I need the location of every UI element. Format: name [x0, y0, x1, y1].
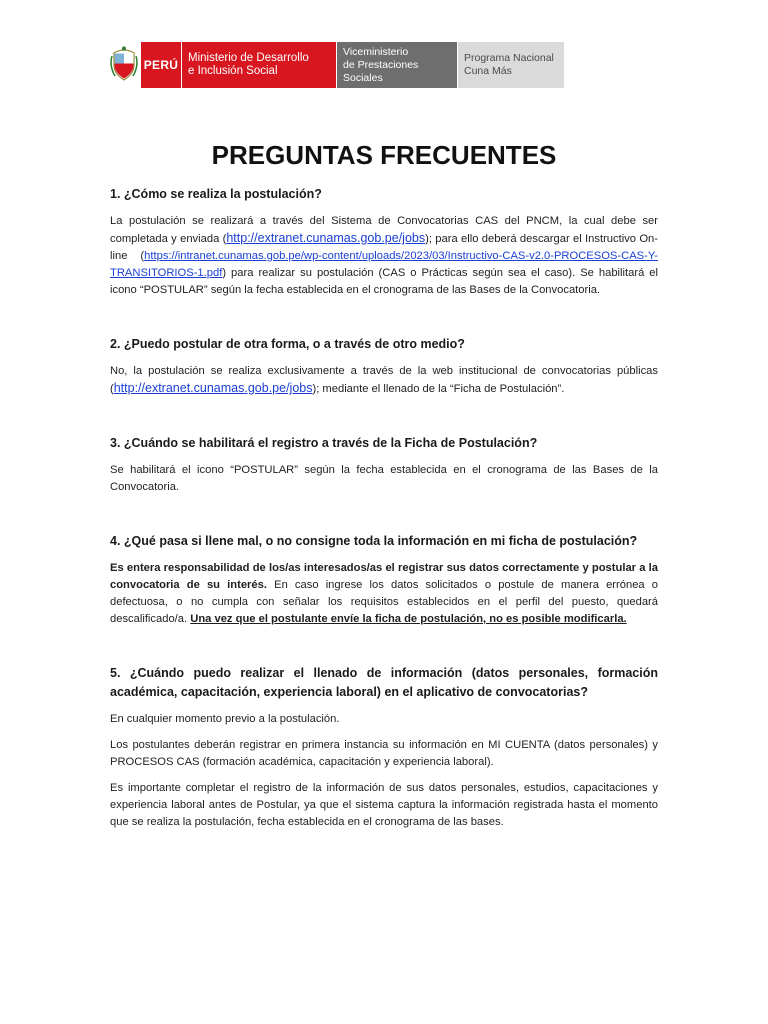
- answer-4-normal: En caso ingrese los datos solicitados o postule de manera errónea o defectuosa, o no cumpla con señalar los requisitos establecidos en el perfil del puesto, quedará descalificado/a.: [110, 579, 658, 625]
- vice-line-1: Viceministerio: [343, 45, 409, 58]
- institutional-header: [107, 42, 564, 88]
- question-4: 4. ¿Qué pasa si llene mal, o no consigne toda la información en mi ficha de postulación?: [110, 534, 638, 548]
- document-body: [110, 140, 658, 840]
- extranet-jobs-link-2[interactable]: http://extranet.cunamas.gob.pe/jobs: [113, 381, 313, 395]
- question-1: 1. ¿Cómo se realiza la postulación?: [110, 187, 322, 201]
- extranet-jobs-link[interactable]: http://extranet.cunamas.gob.pe/jobs: [226, 231, 426, 245]
- ministerio-label: [182, 42, 337, 88]
- vice-line-2: de Prestaciones Sociales: [343, 58, 419, 84]
- ministerio-line-2: e Inclusión Social: [188, 65, 278, 77]
- programa-label: [458, 42, 564, 88]
- answer-2-text-b: ); mediante el llenado de la “Ficha de Postulación”.: [312, 383, 565, 395]
- answer-5-p3: Es importante completar el registro de la información de sus datos personales, estudios, capacitaciones y experiencia laboral antes de Postular, ya que el sistema captura la información registrada hasta el momento que se realiza la postulación, fecha establecida en el cronograma de las bases.: [110, 782, 658, 828]
- ministerio-line-1: Ministerio de Desarrollo: [188, 52, 309, 64]
- answer-4-bold-underline: Una vez que el postulante envíe la ficha de postulación, no es posible modificarla.: [190, 613, 627, 625]
- programa-line-2: Cuna Más: [464, 65, 512, 77]
- answer-4-bold: Es entera responsabilidad de los/as interesados/as el registrar sus datos correctamente y postular a la convocatoria de su interés.: [110, 562, 658, 591]
- answer-1-text-c: ) para realizar su postulación (CAS o Prácticas según sea el caso). Se habilitará el icono “POSTULAR” según la fecha establecida en el cronograma de las Bases de la Convocatoria.: [110, 267, 658, 296]
- answer-1-text-a: La postulación se realizará a través del Sistema de Convocatorias CAS del PNCM, la cual debe ser completada y enviada (: [110, 215, 658, 245]
- question-2: 2. ¿Puedo postular de otra forma, o a través de otro medio?: [110, 337, 465, 351]
- answer-4: [110, 560, 658, 628]
- peru-coat-of-arms-icon: [107, 42, 141, 88]
- question-5: 5. ¿Cuándo puedo realizar el llenado de información (datos personales, formación académica, capacitación, experiencia laboral) en el aplicativo de convocatorias?: [110, 666, 658, 699]
- instructivo-pdf-link[interactable]: https://intranet.cunamas.gob.pe/wp-content/uploads/2023/03/Instructivo-CAS-v2.0-PROCESOS-CAS-Y-TRANSITORIOS-1.pdf: [110, 250, 658, 279]
- answer-1-text-b: ); para ello deberá descargar el Instructivo On-line (: [110, 233, 659, 262]
- answer-1: [110, 213, 658, 299]
- viceministerio-label: [337, 42, 458, 88]
- answer-3: Se habilitará el icono “POSTULAR” según la fecha establecida en el cronograma de las Bases de la Convocatoria.: [110, 464, 658, 493]
- answer-5-p1: En cualquier momento previo a la postulación.: [110, 713, 340, 725]
- answer-2-text-a: No, la postulación se realiza exclusivamente a través de la web institucional de convocatorias públicas (: [110, 365, 658, 395]
- page-title: PREGUNTAS FRECUENTES: [211, 140, 557, 170]
- programa-line-1: Programa Nacional: [464, 52, 554, 64]
- answer-5-p2: Los postulantes deberán registrar en primera instancia su información en MI CUENTA (datos personales) y PROCESOS CAS (formación académica, capacitación y experiencia laboral).: [110, 739, 658, 768]
- answer-2: [110, 363, 658, 398]
- peru-label: PERÚ: [141, 42, 182, 88]
- question-3: 3. ¿Cuándo se habilitará el registro a través de la Ficha de Postulación?: [110, 436, 538, 450]
